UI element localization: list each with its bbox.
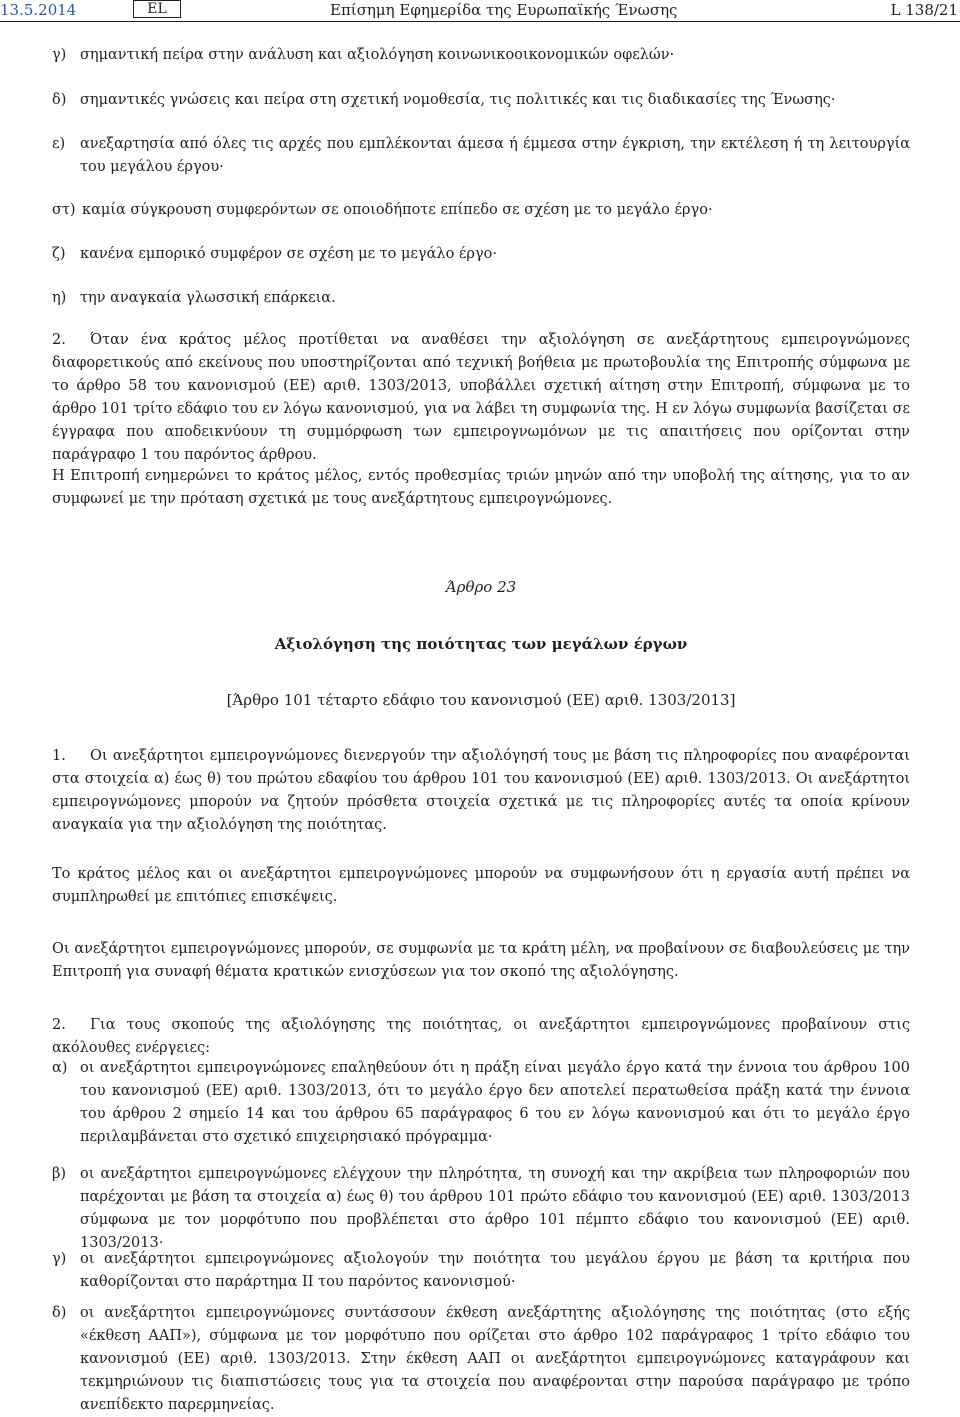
numbered-paragraph xyxy=(52,329,910,467)
list-item-label: ζ) xyxy=(52,246,66,262)
list-item-text: καμία σύγκρουση συμφερόντων σε οποιοδήποτε επίπεδο σε σχέση με το μεγάλο έργο· xyxy=(82,202,713,218)
publication-date: 13.5.2014 xyxy=(0,1,77,19)
list-item-label: δ) xyxy=(52,92,67,108)
list-item-label: η) xyxy=(52,290,67,306)
list-item-label: ε) xyxy=(52,136,66,152)
paragraph-text: Οι ανεξάρτητοι εμπειρογνώμονες διενεργούν την αξιολόγησή τους με βάση τις πληροφορίες που αναφέρονται στα στοιχεία α) έως θ) του πρώτου εδαφίου του άρθρου 101 του κανονισμού (ΕΕ) αριθ. 1303/2013. Οι ανεξάρτητοι εμπειρογνώμονες μπορούν να ζητούν πρόσθετα στοιχεία σχετικά με τις πληροφορίες αυτές τα οποία κρίνουν αναγκαία για την αξιολόγηση της ποιότητας. xyxy=(52,748,910,833)
paragraph-text: Όταν ένα κράτος μέλος προτίθεται να αναθέσει την αξιολόγηση σε ανεξάρτητους εμπειρογνώμονες διαφορετικούς από εκείνους που υποστηρίζονται από τεχνική βοήθεια με πρωτοβουλία της Επιτροπής σύμφωνα με το άρθρο 58 του κανονισμού (ΕΕ) αριθ. 1303/2013, υποβάλλει σχετική αίτηση στην Επιτροπή, σύμφωνα με το άρθρο 101 τρίτο εδάφιο του εν λόγω κανονισμού, για να λάβει τη συμφωνία της. Η εν λόγω συμφωνία βασίζεται σε έγγραφα που αποδεικνύουν τη συμμόρφωση των εμπειρογνωμόνων με τις απαιτήσεις που ορίζονται στην παράγραφο 1 του παρόντος άρθρου. xyxy=(52,332,910,463)
list-item-text: οι ανεξάρτητοι εμπειρογνώμονες συντάσσουν έκθεση ανεξάρτητης αξιολόγησης της ποιότητας (στο εξής «έκθεση ΑΑΠ»), σύμφωνα με τον μορφότυπο που ορίζεται στο άρθρο 102 παράγραφος 1 τρίτο εδάφιο του κανονισμού (ΕΕ) αριθ. 1303/2013. Στην έκθεση ΑΑΠ οι ανεξάρτητοι εμπειρογνώμονες καταγράφουν και τεκμηριώνουν τις διαπιστώσεις τους για τα στοιχεία που αναφέρονται στην παρούσα παράγραφο με τρόπο ανεπίδεκτο παρερμηνείας. xyxy=(80,1305,910,1413)
list-item-text: οι ανεξάρτητοι εμπειρογνώμονες επαληθεύουν ότι η πράξη είναι μεγάλο έργο κατά την έννοια του άρθρου 100 του κανονισμού (ΕΕ) αριθ. 1303/2013, ότι το μεγάλο έργο δεν αποτελεί περατωθείσα πράξη κατά την έννοια του άρθρου 2 σημείο 14 και του άρθρου 65 παράγραφος 6 του εν λόγω κανονισμού και ότι το μεγάλο έργο περιλαμβάνεται στο σχετικό επιχειρησιακό πρόγραμμα· xyxy=(80,1060,910,1145)
list-item-text: σημαντικές γνώσεις και πείρα στη σχετική νομοθεσία, τις πολιτικές και τις διαδικασίες της Ένωσης· xyxy=(80,92,836,108)
paragraph-number: 1. xyxy=(52,748,66,764)
journal-title: Επίσημη Εφημερίδα της Ευρωπαϊκής Ένωσης xyxy=(330,1,678,19)
header-rule xyxy=(0,21,960,22)
article-title: Αξιολόγηση της ποιότητας των μεγάλων έργων xyxy=(274,635,688,653)
list-item-label: δ) xyxy=(52,1305,67,1321)
list-item xyxy=(52,1057,910,1149)
list-item xyxy=(52,89,910,112)
page-header xyxy=(0,0,960,22)
numbered-paragraph xyxy=(52,745,910,837)
article-subtitle: [Άρθρο 101 τέταρτο εδάφιο του κανονισμού (ΕΕ) αριθ. 1303/2013] xyxy=(226,691,736,709)
list-item-text: οι ανεξάρτητοι εμπειρογνώμονες αξιολογούν την ποιότητα του μεγάλου έργου με βάση τα κριτήρια που καθορίζονται στο παράρτημα II του παρόντος κανονισμού· xyxy=(80,1251,910,1290)
paragraph: Οι ανεξάρτητοι εμπειρογνώμονες μπορούν, σε συμφωνία με τα κράτη μέλη, να προβαίνουν σε διαβουλεύσεις με την Επιτροπή για συναφή θέματα κρατικών ενισχύσεων για τον σκοπό της αξιολόγησης. xyxy=(52,941,910,980)
list-item-text: την αναγκαία γλωσσική επάρκεια. xyxy=(80,290,336,306)
language-code: EL xyxy=(133,0,181,18)
paragraph-text: Για τους σκοπούς της αξιολόγησης της ποιότητας, οι ανεξάρτητοι εμπειρογνώμονες προβαίνουν στις ακόλουθες ενέργειες: xyxy=(52,1017,910,1056)
list-item-text: κανένα εμπορικό συμφέρον σε σχέση με το μεγάλο έργο· xyxy=(80,246,497,262)
list-item xyxy=(52,287,910,310)
list-item-label: γ) xyxy=(52,1251,67,1267)
list-item xyxy=(52,1302,910,1417)
list-item-text: ανεξαρτησία από όλες τις αρχές που εμπλέκονται άμεσα ή έμμεσα στην έγκριση, την εκτέλεση ή τη λειτουργία του μεγάλου έργου· xyxy=(80,136,910,175)
list-item-label: α) xyxy=(52,1060,68,1076)
list-item xyxy=(52,243,910,266)
list-item xyxy=(52,1248,910,1294)
paragraph: Η Επιτροπή ενημερώνει το κράτος μέλος, εντός προθεσμίας τριών μηνών από την υποβολή της αίτησης, για το αν συμφωνεί με την πρόταση σχετικά με τους ανεξάρτητους εμπειρογνώμονες. xyxy=(52,468,910,507)
page-number: L 138/21 xyxy=(890,1,958,19)
list-item xyxy=(52,44,910,67)
list-item-label: στ) xyxy=(52,202,76,218)
list-item xyxy=(52,133,910,179)
list-item-text: οι ανεξάρτητοι εμπειρογνώμονες ελέγχουν την πληρότητα, τη συνοχή και την ακρίβεια των πληροφοριών που παρέχονται με βάση τα στοιχεία α) έως θ) του άρθρου 101 πρώτο εδάφιο του κανονισμού (ΕΕ) αριθ. 1303/2013 σύμφωνα με τον μορφότυπο που προβλέπεται στο άρθρο 101 πέμπτο εδάφιο του κανονισμού (ΕΕ) αριθ. 1303/2013· xyxy=(80,1166,910,1251)
paragraph-number: 2. xyxy=(52,332,66,348)
numbered-paragraph xyxy=(52,1014,910,1060)
paragraph-number: 2. xyxy=(52,1017,66,1033)
list-item xyxy=(52,1163,910,1255)
article-number: Άρθρο 23 xyxy=(445,578,517,596)
paragraph: Το κράτος μέλος και οι ανεξάρτητοι εμπειρογνώμονες μπορούν να συμφωνήσουν ότι η εργασία αυτή πρέπει να συμπληρωθεί με επιτόπιες επισκέψεις. xyxy=(52,866,910,905)
list-item-label: β) xyxy=(52,1166,67,1182)
list-item-label: γ) xyxy=(52,47,67,63)
list-item-text: σημαντική πείρα στην ανάλυση και αξιολόγηση κοινωνικοοικονομικών οφελών· xyxy=(80,47,675,63)
list-item xyxy=(52,199,910,222)
